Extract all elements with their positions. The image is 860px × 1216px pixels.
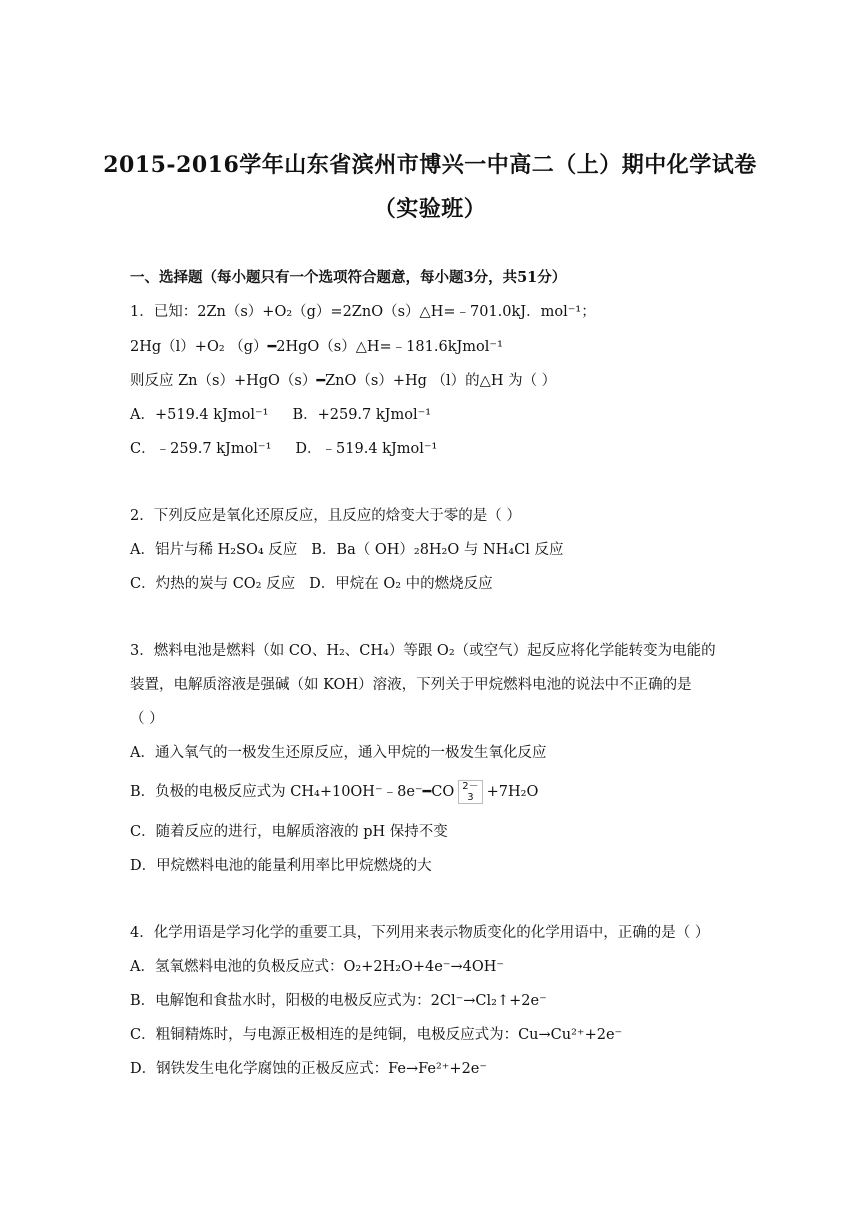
q2-option-c: C．灼热的炭与 CO₂ 反应	[130, 576, 296, 592]
q1-option-d: D．﹣519.4 kJmol⁻¹	[295, 441, 438, 457]
q1-option-c: C．﹣259.7 kJmol⁻¹	[130, 441, 272, 457]
section-heading: 一、选择题（每小题只有一个选项符合题意，每小题3分，共51分）	[130, 269, 567, 286]
q2-option-d: D．甲烷在 O₂ 中的燃烧反应	[309, 576, 493, 592]
q3-option-b-suffix: +7H₂O	[486, 784, 539, 800]
fraction-top: 2－	[462, 781, 479, 792]
q3-stem-line1: 3．燃料电池是燃料（如 CO、H₂、CH₄）等跟 O₂（或空气）起反应将化学能转变为电能的	[130, 643, 716, 659]
page-title: 2015-2016学年山东省滨州市博兴一中高二（上）期中化学试卷	[103, 152, 757, 178]
q1-options-row1	[130, 405, 431, 425]
q4-stem: 4．化学用语是学习化学的重要工具，下列用来表示物质变化的化学用语中，正确的是（ ）	[130, 925, 710, 941]
page-subtitle: （实验班）	[373, 196, 487, 222]
q3-option-b	[130, 780, 538, 804]
q3-option-d: D．甲烷燃料电池的能量利用率比甲烷燃烧的大	[130, 858, 432, 874]
fraction-bottom: 3	[467, 792, 474, 803]
q4-option-c: C．粗铜精炼时，与电源正极相连的是纯铜，电极反应式为：Cu→Cu²⁺+2e⁻	[130, 1027, 623, 1043]
q2-option-a: A．铝片与稀 H₂SO₄ 反应	[130, 542, 298, 558]
q4-option-a: A．氢氧燃料电池的负极反应式：O₂+2H₂O+4e⁻→4OH⁻	[130, 959, 505, 975]
q3-stem-line3: （ ）	[130, 711, 164, 727]
q2-stem: 2．下列反应是氧化还原反应，且反应的焓变大于零的是（ ）	[130, 508, 521, 524]
carbonate-charge-fraction	[458, 780, 482, 804]
q1-stem-line2: 2Hg（l）+O₂ （g）━2HgO（s）△H=﹣181.6kJmol⁻¹	[130, 339, 503, 355]
q2-option-b: B．Ba（ OH）₂8H₂O 与 NH₄Cl 反应	[311, 542, 564, 558]
q3-option-b-prefix: B．负极的电极反应式为 CH₄+10OH⁻﹣8e⁻━CO	[130, 784, 455, 800]
q1-options-row2	[130, 439, 437, 459]
q1-option-a: A．+519.4 kJmol⁻¹	[130, 407, 269, 423]
q3-option-a: A．通入氧气的一极发生还原反应，通入甲烷的一极发生氧化反应	[130, 745, 547, 761]
q1-stem-line3: 则反应 Zn（s）+HgO（s）━ZnO（s）+Hg （l）的△H 为（ ）	[130, 373, 557, 389]
q1-stem-line1: 1．已知：2Zn（s）+O₂（g）=2ZnO（s）△H=﹣701.0kJ．mol⁻¹；	[130, 304, 596, 320]
q1-option-b: B．+259.7 kJmol⁻¹	[292, 407, 432, 423]
q4-option-b: B．电解饱和食盐水时，阳极的电极反应式为：2Cl⁻→Cl₂↑+2e⁻	[130, 993, 547, 1009]
q2-options-row2	[130, 574, 493, 594]
q2-options-row1	[130, 540, 563, 560]
q3-option-c: C．随着反应的进行，电解质溶液的 pH 保持不变	[130, 824, 448, 840]
q3-stem-line2: 装置，电解质溶液是强碱（如 KOH）溶液，下列关于甲烷燃料电池的说法中不正确的是	[130, 677, 692, 693]
q4-option-d: D．钢铁发生电化学腐蚀的正极反应式：Fe→Fe²⁺+2e⁻	[130, 1061, 488, 1077]
